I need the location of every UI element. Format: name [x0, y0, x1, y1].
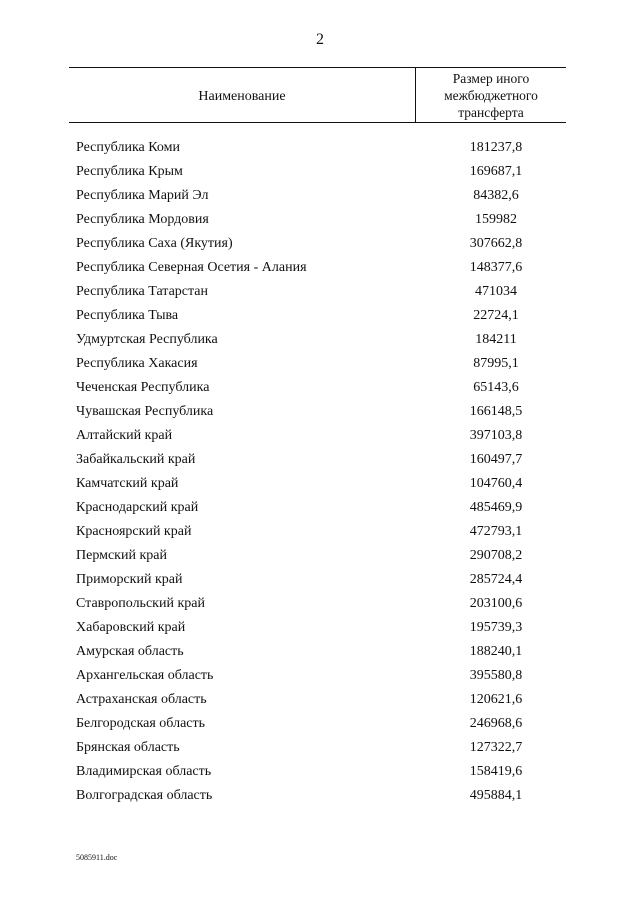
region-name: Краснодарский край [76, 500, 199, 515]
table-row [76, 568, 566, 592]
table-row [76, 400, 566, 424]
transfer-amount: 159982 [475, 212, 517, 227]
table-row [76, 760, 566, 784]
transfer-amount: 166148,5 [469, 404, 523, 419]
table-row [76, 472, 566, 496]
region-name: Республика Мордовия [76, 212, 209, 227]
transfer-amount: 87995,1 [473, 356, 519, 371]
table-row [76, 136, 566, 160]
page-number: 2 [316, 31, 324, 48]
table-row [76, 424, 566, 448]
table-row [76, 712, 566, 736]
region-name: Республика Саха (Якутия) [76, 236, 233, 251]
region-name: Республика Северная Осетия - Алания [76, 260, 307, 275]
transfer-amount: 472793,1 [469, 524, 523, 539]
region-name: Удмуртская Республика [76, 332, 218, 347]
table-row [76, 544, 566, 568]
region-name: Приморский край [76, 572, 183, 587]
region-name: Республика Хакасия [76, 356, 198, 371]
region-name: Владимирская область [76, 764, 212, 779]
table-row [76, 784, 566, 808]
region-name: Республика Крым [76, 164, 183, 179]
region-name: Астраханская область [76, 692, 207, 707]
table-row [76, 448, 566, 472]
transfer-amount: 307662,8 [469, 236, 523, 251]
table-row [76, 664, 566, 688]
column-header-value: Размер иного межбюджетного трансферта [444, 71, 538, 120]
region-name: Республика Тыва [76, 308, 179, 323]
transfer-amount: 104760,4 [469, 476, 523, 491]
table-row [76, 184, 566, 208]
region-name: Белгородская область [76, 716, 206, 731]
footer-filename: 5085911.doc [76, 853, 118, 862]
region-name: Алтайский край [76, 428, 173, 443]
transfer-amount: 22724,1 [473, 308, 519, 323]
region-name: Забайкальский край [76, 452, 196, 467]
table-row [76, 736, 566, 760]
region-name: Республика Коми [76, 140, 180, 155]
transfer-amount: 158419,6 [469, 764, 523, 779]
transfer-amount: 169687,1 [469, 164, 523, 179]
table-row [76, 688, 566, 712]
table-body [76, 136, 566, 808]
transfer-amount: 495884,1 [469, 788, 523, 803]
table-row [76, 160, 566, 184]
transfer-amount: 65143,6 [473, 380, 519, 395]
table-row [76, 256, 566, 280]
table-row [76, 232, 566, 256]
table-row [76, 280, 566, 304]
region-name: Чеченская Республика [76, 380, 210, 395]
transfer-amount: 195739,3 [469, 620, 523, 635]
transfer-amount: 471034 [475, 284, 517, 299]
column-header-name: Наименование [198, 88, 286, 104]
transfer-amount: 246968,6 [469, 716, 523, 731]
region-name: Республика Татарстан [76, 284, 209, 299]
transfer-amount: 485469,9 [469, 500, 523, 515]
region-name: Красноярский край [76, 524, 192, 539]
transfer-amount: 184211 [475, 332, 517, 347]
transfer-amount: 395580,8 [469, 668, 523, 683]
transfer-amount: 148377,6 [469, 260, 523, 275]
table-row [76, 616, 566, 640]
transfer-amount: 397103,8 [469, 428, 523, 443]
region-name: Ставропольский край [76, 596, 205, 611]
table-row [76, 376, 566, 400]
transfer-amount: 188240,1 [469, 644, 523, 659]
region-name: Волгоградская область [76, 788, 213, 803]
region-name: Хабаровский край [76, 620, 186, 635]
region-name: Брянская область [76, 740, 180, 755]
region-name: Республика Марий Эл [76, 188, 209, 203]
transfer-amount: 160497,7 [469, 452, 523, 467]
table-row [76, 328, 566, 352]
table-row [76, 640, 566, 664]
transfer-amount: 285724,4 [469, 572, 523, 587]
table-row [76, 496, 566, 520]
region-name: Пермский край [76, 548, 167, 563]
transfer-amount: 84382,6 [473, 188, 519, 203]
region-name: Архангельская область [76, 668, 214, 683]
table-header [69, 67, 566, 123]
transfer-amount: 203100,6 [469, 596, 523, 611]
table-row [76, 520, 566, 544]
table-row [76, 304, 566, 328]
region-name: Камчатский край [76, 476, 179, 491]
transfer-amount: 290708,2 [469, 548, 523, 563]
table-row [76, 352, 566, 376]
table-row [76, 208, 566, 232]
transfer-amount: 127322,7 [469, 740, 523, 755]
table-row [76, 592, 566, 616]
region-name: Амурская область [76, 644, 184, 659]
transfer-amount: 181237,8 [469, 140, 523, 155]
transfer-amount: 120621,6 [469, 692, 523, 707]
region-name: Чувашская Республика [76, 404, 214, 419]
